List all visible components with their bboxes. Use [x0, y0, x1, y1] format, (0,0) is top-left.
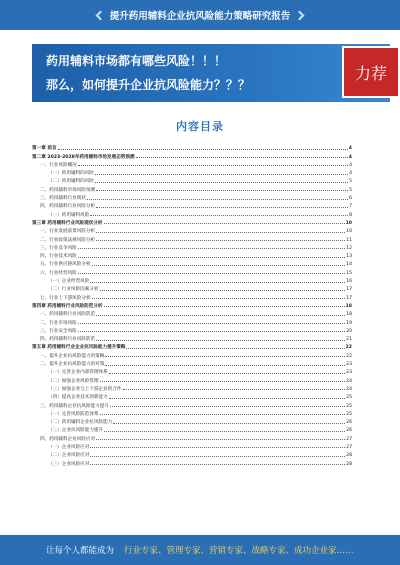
toc-entry[interactable] — [32, 160, 352, 168]
toc-entry-page: 18 — [346, 312, 352, 318]
toc-entry-page: 18 — [345, 303, 352, 309]
toc-entry-page: 22 — [345, 345, 352, 351]
footer-bar — [0, 535, 400, 565]
toc-entry[interactable] — [32, 276, 352, 284]
toc-entry-title: （一）企业风险应对 — [48, 444, 90, 450]
toc-entry[interactable] — [32, 326, 352, 334]
toc-leader-dots — [58, 149, 348, 150]
chevron-right-icon — [295, 10, 305, 20]
toc-leader-dots — [96, 207, 348, 208]
toc-leader-dots — [92, 298, 346, 299]
toc-entry-title: （四）提高企业技术创新能力 — [48, 395, 108, 401]
toc-leader-dots — [96, 315, 345, 316]
toc-entry-page: 24 — [346, 378, 352, 384]
toc-entry-title: 第四章 药用辅料行业风险防范分析 — [32, 303, 103, 309]
toc-leader-dots — [123, 389, 346, 390]
toc-entry-page: 14 — [346, 262, 352, 268]
toc-entry[interactable] — [32, 292, 352, 300]
brand-badge: 力荐 — [342, 46, 400, 98]
toc-leader-dots — [104, 306, 345, 307]
toc-entry[interactable] — [32, 433, 352, 441]
toc-entry[interactable] — [32, 450, 352, 458]
toc-entry-title: 四、药用辅料行业风险分析 — [40, 204, 96, 210]
toc-entry-title: （三）企业风险应对 — [48, 461, 90, 467]
toc-entry[interactable] — [32, 425, 352, 433]
toc-leader-dots — [100, 290, 346, 291]
toc-entry-title: （二）药用辅料企业抗风险能力 — [48, 420, 113, 426]
toc-leader-dots — [90, 456, 345, 457]
toc-leader-dots — [78, 165, 348, 166]
toc-leader-dots — [78, 323, 345, 324]
toc-leader-dots — [87, 199, 348, 200]
toc-entry[interactable] — [32, 384, 352, 392]
toc-leader-dots — [136, 157, 348, 158]
toc-entry[interactable] — [32, 284, 352, 292]
toc-entry[interactable] — [32, 168, 352, 176]
report-header-bar — [0, 0, 400, 30]
toc-leader-dots — [90, 215, 348, 216]
toc-entry-page: 17 — [346, 295, 352, 301]
toc-entry-title: 四、药用辅料行业风险防范 — [40, 337, 96, 343]
footer-roles: 行业专家、管理专家、营销专家、战略专家、成功企业家…… — [124, 546, 354, 556]
toc-entry-title: 五、行业供应链风险分析 — [40, 262, 91, 268]
toc-entry-page: 20 — [346, 328, 352, 334]
toc-entry-page: 4 — [349, 171, 352, 177]
toc-entry[interactable] — [32, 392, 352, 400]
toc-leader-dots — [90, 447, 345, 448]
toc-entry-title: （三）企业抗风险能力提升 — [48, 428, 104, 434]
banner-question-2: 那么，如何提升企业抗风险能力？？？ — [46, 78, 251, 92]
toc-entry[interactable] — [32, 458, 352, 466]
toc-entry[interactable] — [32, 243, 352, 251]
toc-leader-dots — [113, 423, 345, 424]
toc-leader-dots — [110, 406, 345, 407]
toc-entry-title: 三、药用辅料企业抗风险能力提升 — [40, 403, 109, 409]
toc-entry-title: （一）完善企业内部管理体系 — [48, 370, 108, 376]
toc-leader-dots — [105, 365, 345, 366]
toc-entry-title: 七、行业上下游风险分析 — [40, 295, 91, 301]
footer-cta: 让每个人都能成为 — [46, 546, 115, 556]
toc-entry-page: 16 — [346, 279, 352, 285]
toc-leader-dots — [92, 265, 346, 266]
chevron-left-icon — [95, 10, 105, 20]
toc-entry-title: （一）企业经营风险 — [48, 279, 90, 285]
toc-leader-dots — [126, 348, 344, 349]
toc-entry[interactable] — [32, 267, 352, 275]
toc-entry-page: 26 — [346, 420, 352, 426]
toc-entry[interactable] — [32, 400, 352, 408]
toc-entry-page: 25 — [346, 395, 352, 401]
toc-entry-title: （二）企业风险应对 — [48, 453, 90, 459]
toc-entry[interactable] — [32, 209, 352, 217]
table-of-contents — [32, 143, 352, 467]
toc-leader-dots — [78, 273, 345, 274]
toc-entry-title: （二）行业风险因素分析 — [48, 287, 99, 293]
toc-entry-title: 一、提升企业抗风险能力的策略 — [40, 353, 105, 359]
toc-entry-title: （一）药用辅料的风险 — [48, 171, 94, 177]
toc-entry-page: 7 — [349, 204, 352, 210]
toc-entry[interactable] — [32, 251, 352, 259]
toc-entry-page: 28 — [346, 461, 352, 467]
toc-leader-dots — [96, 190, 348, 191]
toc-entry-title: 一、药用辅料行业风险防范 — [40, 312, 96, 318]
toc-entry-title: 第二章 2023-2028年药用辅料市场发展态势预测 — [32, 154, 135, 160]
toc-entry[interactable] — [32, 143, 352, 151]
toc-entry-title: 二、药用辅料市场风险预测 — [40, 187, 96, 193]
toc-entry-title: 三、行业竞争风险 — [40, 245, 77, 251]
toc-leader-dots — [96, 340, 345, 341]
toc-entry-page: 25 — [346, 411, 352, 417]
toc-entry-title: 二、行业市场风险 — [40, 320, 77, 326]
toc-entry-page: 13 — [346, 254, 352, 260]
toc-entry-page: 8 — [349, 212, 352, 218]
toc-entry[interactable] — [32, 350, 352, 358]
toc-leader-dots — [104, 223, 345, 224]
toc-entry[interactable] — [32, 184, 352, 192]
toc-entry[interactable] — [32, 201, 352, 209]
toc-leader-dots — [96, 439, 345, 440]
toc-entry-title: （二）加强企业风险管理 — [48, 378, 99, 384]
toc-entry-page: 17 — [346, 287, 352, 293]
toc-entry[interactable] — [32, 367, 352, 375]
toc-entry[interactable] — [32, 375, 352, 383]
toc-leader-dots — [100, 381, 346, 382]
toc-entry-title: 第五章 药用辅料行业企业抗风险能力提升策略 — [32, 345, 126, 351]
toc-entry[interactable] — [32, 342, 352, 350]
toc-entry-title: 二、行业政策法规风险分析 — [40, 237, 96, 243]
toc-entry-title: 六、行业经营风险 — [40, 270, 77, 276]
toc-entry-title: 一、行业风险概况 — [40, 162, 77, 168]
toc-entry-title: （一）完善风险防范体系 — [48, 411, 99, 417]
toc-entry-page: 5 — [349, 187, 352, 193]
toc-entry-page: 27 — [346, 444, 352, 450]
toc-entry-page: 4 — [348, 146, 352, 152]
toc-entry-page: 28 — [346, 453, 352, 459]
toc-entry[interactable] — [32, 409, 352, 417]
toc-entry-title: （一）药用辅料风险 — [48, 212, 90, 218]
toc-title: 内容目录 — [176, 120, 224, 133]
toc-entry-page: 25 — [346, 403, 352, 409]
toc-leader-dots — [100, 414, 346, 415]
toc-entry-title: （三）加强企业与上下游企业的合作 — [48, 386, 122, 392]
toc-entry[interactable] — [32, 301, 352, 309]
toc-entry[interactable] — [32, 234, 352, 242]
toc-entry-page: 4 — [348, 154, 352, 160]
toc-entry-page: 24 — [346, 386, 352, 392]
toc-entry-title: （二）药用辅料的风险 — [48, 179, 94, 185]
toc-entry-title: 一、行业发展前景风险分析 — [40, 229, 96, 235]
toc-entry-title: 四、药用辅料企业风险应对 — [40, 436, 96, 442]
toc-entry-page: 6 — [349, 196, 352, 202]
toc-entry-title: 二、提升企业抗风险能力的对策 — [40, 362, 105, 368]
toc-entry[interactable] — [32, 417, 352, 425]
toc-entry-page: 27 — [346, 436, 352, 442]
toc-leader-dots — [104, 431, 345, 432]
toc-entry-page: 19 — [346, 320, 352, 326]
toc-leader-dots — [78, 257, 345, 258]
toc-entry[interactable] — [32, 317, 352, 325]
toc-entry[interactable] — [32, 226, 352, 234]
toc-leader-dots — [78, 331, 345, 332]
toc-entry[interactable] — [32, 218, 352, 226]
toc-leader-dots — [96, 232, 345, 233]
toc-leader-dots — [95, 182, 348, 183]
toc-entry[interactable] — [32, 259, 352, 267]
toc-entry-page: 4 — [349, 162, 352, 168]
toc-entry-page: 26 — [346, 428, 352, 434]
toc-entry[interactable] — [32, 359, 352, 367]
toc-entry-title: 第一章 前言 — [32, 146, 57, 152]
toc-entry-page: 23 — [346, 370, 352, 376]
toc-entry-page: 23 — [346, 362, 352, 368]
toc-entry[interactable] — [32, 193, 352, 201]
toc-entry-title: 三、药用辅料行业现状 — [40, 196, 86, 202]
toc-entry-page: 22 — [346, 353, 352, 359]
toc-entry-page: 11 — [346, 237, 352, 243]
toc-entry-page: 10 — [346, 229, 352, 235]
toc-entry-page: 12 — [346, 245, 352, 251]
toc-leader-dots — [90, 464, 345, 465]
toc-leader-dots — [109, 373, 345, 374]
report-title: 提升药用辅料企业抗风险能力策略研究报告 — [109, 11, 291, 22]
toc-entry[interactable] — [32, 151, 352, 159]
toc-leader-dots — [105, 356, 345, 357]
toc-leader-dots — [109, 398, 345, 399]
toc-leader-dots — [95, 174, 348, 175]
banner-question-1: 药用辅料市场都有哪些风险！！！ — [46, 54, 227, 68]
toc-entry-page: 21 — [346, 337, 352, 343]
toc-entry-page: 5 — [349, 179, 352, 185]
toc-leader-dots — [90, 282, 345, 283]
toc-leader-dots — [78, 248, 345, 249]
toc-entry[interactable] — [32, 309, 352, 317]
toc-entry[interactable] — [32, 442, 352, 450]
question-banner — [32, 44, 390, 102]
toc-leader-dots — [96, 240, 345, 241]
toc-entry-page: 10 — [345, 220, 352, 226]
toc-entry-title: 第三章 药用辅料行业风险现状分析 — [32, 220, 103, 226]
toc-entry-title: 四、行业技术风险 — [40, 254, 77, 260]
toc-entry[interactable] — [32, 334, 352, 342]
toc-entry[interactable] — [32, 176, 352, 184]
toc-entry-page: 15 — [346, 270, 352, 276]
toc-entry-title: 三、行业安全风险 — [40, 328, 77, 334]
